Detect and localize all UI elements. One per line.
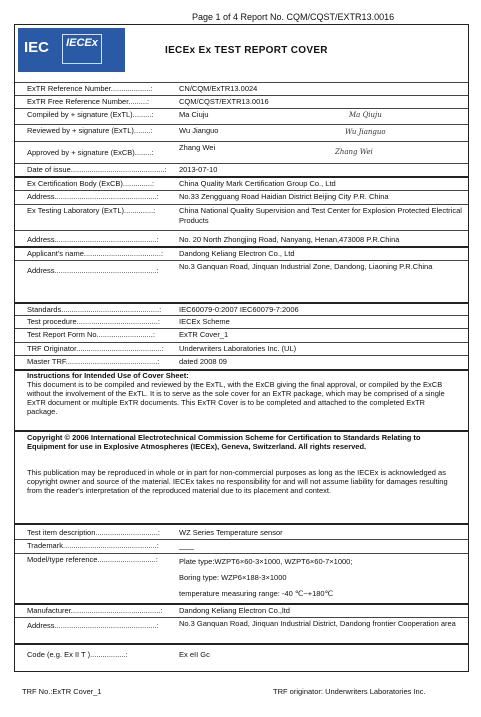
field-value: Ma Ciuju bbox=[179, 110, 209, 119]
field-value: Underwriters Laboratories Inc. (UL) bbox=[179, 344, 297, 353]
field-value: dated 2008 09 bbox=[179, 357, 227, 366]
field-row bbox=[15, 230, 468, 246]
field-label: ExTR Free Reference Number.........: bbox=[27, 97, 150, 106]
field-row bbox=[15, 163, 468, 176]
field-label: Standards...............................................: bbox=[27, 305, 162, 314]
field-label: Model/type reference............................: bbox=[27, 555, 158, 564]
signature-reviewer: Wu Jianguo bbox=[345, 128, 386, 136]
page-header: Page 1 of 4 Report No. CQM/CQST/EXTR13.0016 bbox=[192, 12, 395, 22]
field-row bbox=[15, 124, 468, 141]
field-row bbox=[15, 523, 468, 539]
iecex-logo-text: IECEx bbox=[62, 34, 102, 64]
field-value: Dandong Keliang Electron Co., Ltd bbox=[179, 249, 295, 258]
field-row bbox=[15, 328, 468, 342]
copyright-heading: Copyright © 2006 International Electrotechnical Commission Scheme for Certification to Standards Relating to Equipment for use in Explosive Atmospheres (IECEx), Geneva, Switzerland. All rights reserved. bbox=[27, 433, 421, 451]
field-label: Address.................................................: bbox=[27, 192, 159, 201]
iec-logo bbox=[18, 28, 125, 72]
field-row bbox=[15, 643, 468, 671]
field-label: Trademark.............................................: bbox=[27, 541, 159, 550]
field-row bbox=[15, 246, 468, 260]
field-row bbox=[15, 603, 468, 617]
report-cover-frame bbox=[14, 24, 469, 672]
field-value: Plate type:WZPT6×60-3×1000, WZPT6×60-7×1000; bbox=[179, 557, 353, 566]
field-label: Ex Certification Body (ExCB)..............: bbox=[27, 179, 155, 188]
field-value-extra: temperature measuring range: -40 ℃~+180℃ bbox=[179, 589, 334, 598]
field-value: —— bbox=[179, 544, 194, 553]
field-value: No. 20 North Zhongjing Road, Nanyang, Henan,473008 P.R.China bbox=[179, 235, 400, 244]
field-row bbox=[15, 342, 468, 355]
footer-trf-originator: TRF originator: Underwriters Laboratories Inc. bbox=[273, 687, 426, 696]
field-row bbox=[15, 539, 468, 553]
field-label: Address.................................................: bbox=[27, 266, 159, 275]
section-divider bbox=[15, 430, 468, 432]
field-value: 2013-07-10 bbox=[179, 165, 218, 174]
field-value: Ex eII Gc bbox=[179, 650, 210, 659]
field-value-extra: Boring type: WZP6×188-3×1000 bbox=[179, 573, 287, 582]
field-value: WZ Series Temperature sensor bbox=[179, 528, 283, 537]
field-row bbox=[15, 355, 468, 369]
field-label: Test Report Form No...........................: bbox=[27, 330, 155, 339]
field-value: Wu Jianguo bbox=[179, 126, 219, 135]
footer-trf-number: TRF No.:ExTR Cover_1 bbox=[22, 687, 102, 696]
field-value: China National Quality Supervision and Test Center for Explosion Protected Electrical Products bbox=[179, 206, 462, 225]
field-label: Approved by + signature (ExCB)........: bbox=[27, 148, 154, 157]
field-label: ExTR Reference Number...................: bbox=[27, 84, 153, 93]
field-label: Date of issue.............................................: bbox=[27, 165, 167, 174]
field-label: Master TRF............................................: bbox=[27, 357, 160, 366]
field-row bbox=[15, 176, 468, 190]
signature-compiler: Ma Qiuju bbox=[349, 111, 382, 119]
iec-logo-text: IEC bbox=[24, 39, 50, 56]
field-label: TRF Originator.........................................: bbox=[27, 344, 164, 353]
field-row bbox=[15, 204, 468, 230]
field-label: Applicant's name.....................................: bbox=[27, 249, 164, 258]
field-label: Address.................................................: bbox=[27, 235, 159, 244]
field-value: ExTR Cover_1 bbox=[179, 330, 229, 339]
field-label: Reviewed by + signature (ExTL)........: bbox=[27, 126, 153, 135]
field-row bbox=[15, 617, 468, 643]
field-row bbox=[15, 190, 468, 204]
field-label: Compiled by + signature (ExTL).........: bbox=[27, 110, 154, 119]
field-row bbox=[15, 95, 468, 108]
copyright-text: This publication may be reproduced in whole or in part for non-commercial purposes as long as the IECEx is acknowledged as copyright owner and source of the material. IECEx takes no responsibility for and will not assume liability for damages resulting from the reader's interpretation of the reproduced material due to its placement and context. bbox=[27, 468, 448, 495]
field-value: No.33 Zengguang Road Haidian District Beijing City P.R. China bbox=[179, 192, 389, 201]
field-value: IECEx Scheme bbox=[179, 317, 230, 326]
signature-approver: Zhang Wei bbox=[335, 148, 373, 156]
field-row bbox=[15, 302, 468, 315]
field-row bbox=[15, 108, 468, 124]
field-row bbox=[15, 141, 468, 163]
document-title: IECEx Ex TEST REPORT COVER bbox=[165, 45, 328, 56]
instructions-heading: Instructions for Intended Use of Cover Sheet: bbox=[27, 371, 189, 380]
field-value: IEC60079-0:2007 IEC60079-7:2006 bbox=[179, 305, 299, 314]
field-row bbox=[15, 553, 468, 603]
field-label: Ex Testing Laboratory (ExTL)..............: bbox=[27, 206, 156, 215]
field-value: China Quality Mark Certification Group Co., Ltd bbox=[179, 179, 336, 188]
field-row bbox=[15, 260, 468, 302]
field-value: CQM/CQST/EXTR13.0016 bbox=[179, 97, 269, 106]
field-value: Dandong Keliang Electron Co.,ltd bbox=[179, 606, 290, 615]
field-label: Test procedure.......................................: bbox=[27, 317, 160, 326]
field-label: Test item description..............................: bbox=[27, 528, 160, 537]
field-value: Zhang Wei bbox=[179, 143, 216, 152]
field-value: No.3 Ganquan Road, Jinquan Industrial Zone, Dandong, Liaoning P.R.China bbox=[179, 262, 433, 271]
field-row bbox=[15, 315, 468, 328]
instructions-text: This document is to be compiled and reviewed by the ExTL, with the ExCB giving the final approval, or compiled by the ExCB without the involvement of the ExTL. It is to serve as the sole cover for an ExTR package, which may be comprised of a single ExTR document or multiple ExTR documents. This ExTR Cover is to be completed and attached to the completed ExTR package. bbox=[27, 380, 445, 416]
field-label: Manufacturer...........................................: bbox=[27, 606, 163, 615]
field-row bbox=[15, 82, 468, 95]
field-value: CN/CQM/ExTR13.0024 bbox=[179, 84, 258, 93]
field-label: Code (e.g. Ex II T ).................: bbox=[27, 650, 128, 659]
field-label: Address.................................................: bbox=[27, 621, 159, 630]
field-value: No.3 Ganquan Road, Jinquan Industrial District, Dandong frontier Cooperation area bbox=[179, 619, 456, 628]
